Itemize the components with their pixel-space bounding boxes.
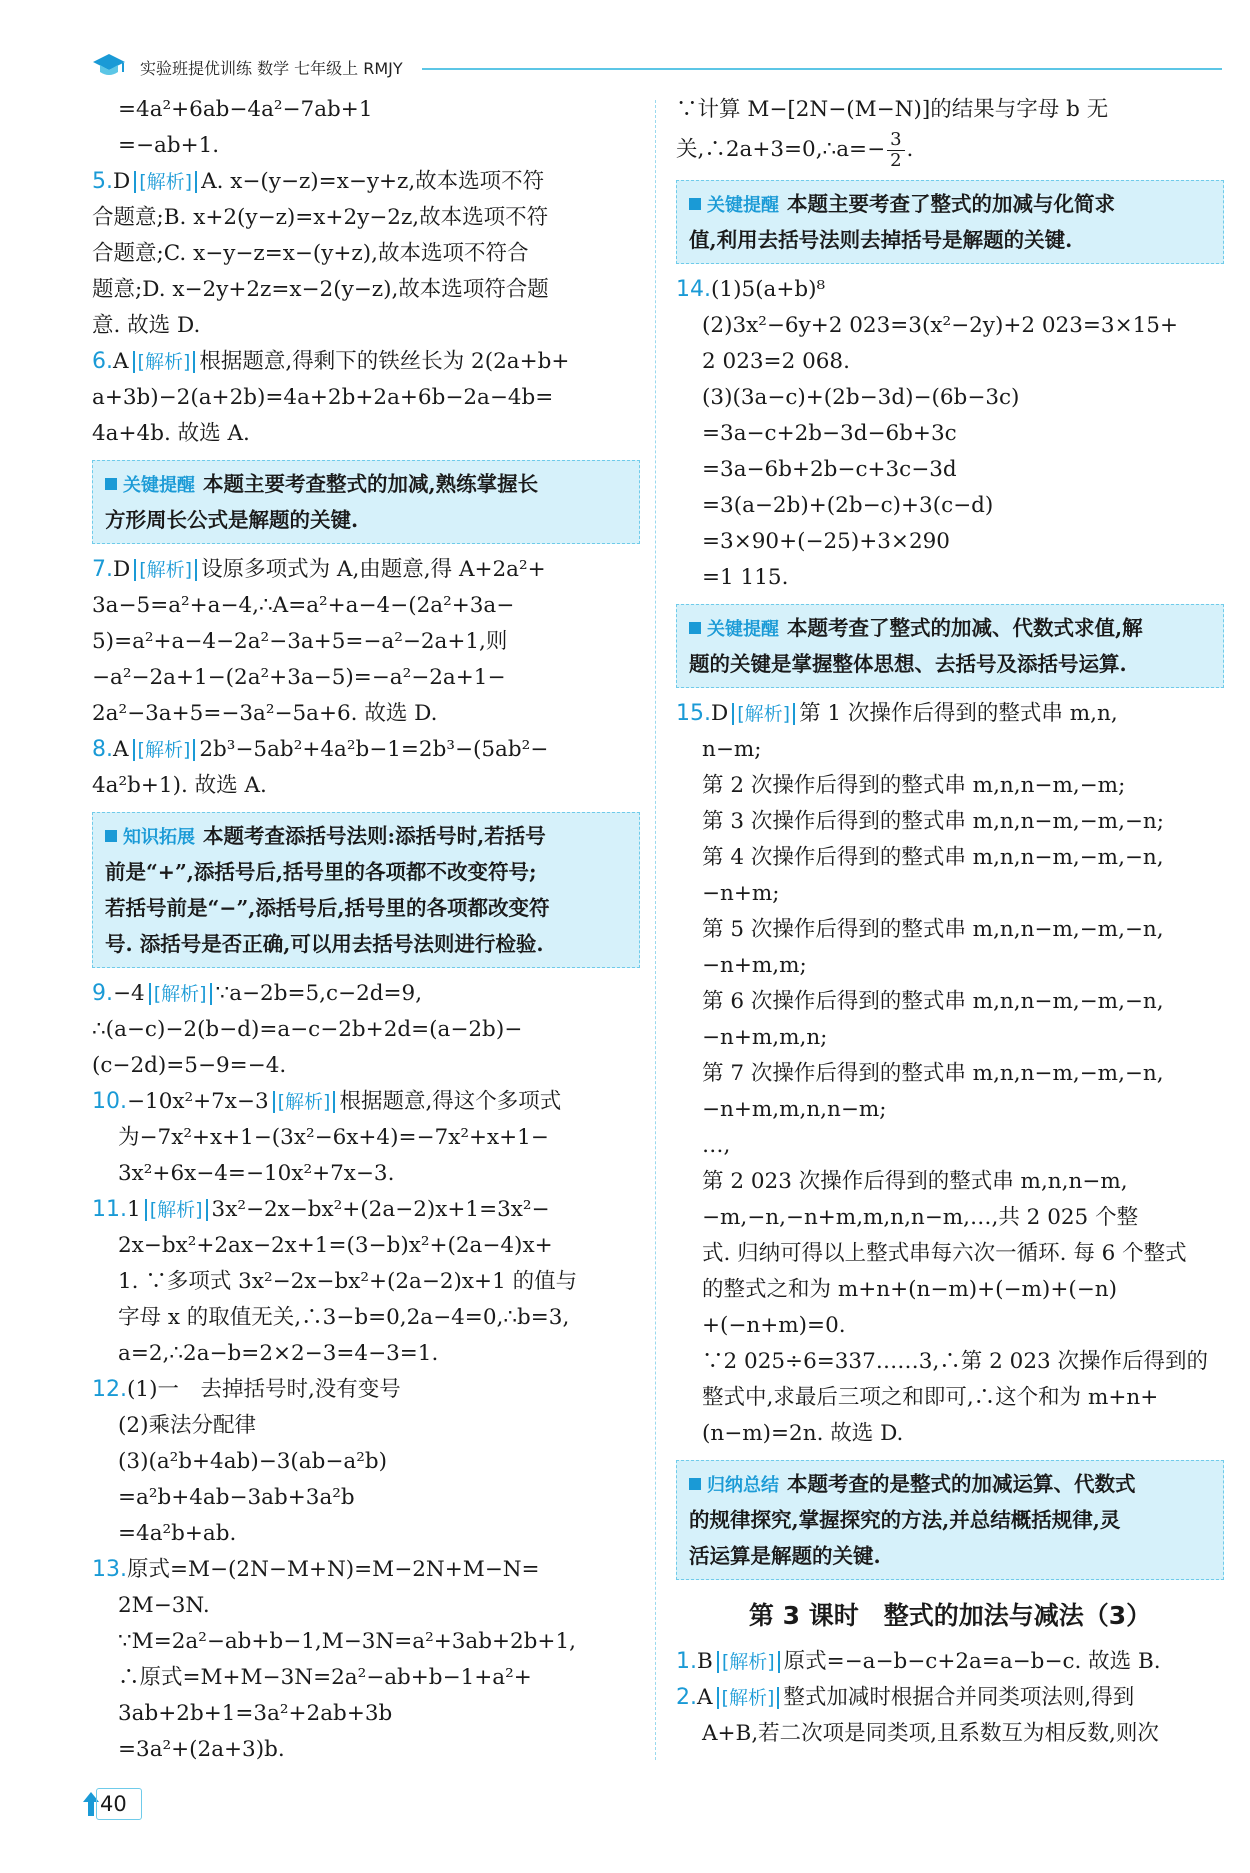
text-line: …, <box>702 1133 731 1158</box>
text-line: 原式=M−(2N−M+N)=M−2N+M−N= <box>127 1557 540 1582</box>
text-line: (3)(3a−c)+(2b−3d)−(6b−3c) <box>702 385 1020 410</box>
question-number: 8. <box>92 737 113 762</box>
tip-text: 本题主要考查了整式的加减与化简求 <box>787 192 1115 216</box>
text-line: 意. 故选 D. <box>92 313 201 338</box>
text-line: 根据题意,得剩下的铁丝长为 2(2a+b+ <box>199 349 570 374</box>
answer-choice: A <box>113 737 129 762</box>
text-line: (1)一 去掉括号时,没有变号 <box>127 1377 401 1402</box>
text-line: 第 2 次操作后得到的整式串 m,n,n−m,−m; <box>702 773 1126 798</box>
text-line: =3×90+(−25)+3×290 <box>702 529 950 554</box>
text-line: 第 6 次操作后得到的整式串 m,n,n−m,−m,−n, <box>702 989 1164 1014</box>
graduation-cap-icon <box>92 52 126 80</box>
text-line: ∵计算 M−[2N−(M−N)]的结果与字母 b 无 <box>676 97 1109 122</box>
answer-choice: 1 <box>127 1197 141 1222</box>
text-line: =−ab+1. <box>118 133 220 158</box>
text-line: 整式加减时根据合并同类项法则,得到 <box>783 1685 1135 1710</box>
text-line: ∴(a−c)−2(b−d)=a−c−2b+2d=(a−2b)− <box>92 1017 523 1042</box>
text-line: −n+m,m,n; <box>702 1025 828 1050</box>
page-header <box>92 48 1222 92</box>
text-line: 第 5 次操作后得到的整式串 m,n,n−m,−m,−n, <box>702 917 1164 942</box>
text-line: 第 1 次操作后得到的整式串 m,n, <box>799 701 1118 726</box>
text-line: 关,∴2a+3=0,∴a=− $\frac{3}{2}$ . <box>676 128 914 171</box>
text-line: 2x−bx²+2ax−2x+1=(3−b)x²+(2a−4)x+ <box>118 1233 553 1258</box>
text-line: 原式=−a−b−c+2a=a−b−c. 故选 B. <box>783 1649 1161 1674</box>
tip-text: 的规律探究,掌握探究的方法,并总结概括规律,灵 <box>689 1508 1121 1532</box>
answer-15 <box>676 696 1224 1452</box>
answer-14 <box>676 272 1224 596</box>
question-number: 13. <box>92 1557 127 1582</box>
text-line: 2 023=2 068. <box>702 349 850 374</box>
left-column <box>92 92 640 1768</box>
answer-7 <box>92 552 640 732</box>
tip-label: 关键提醒 <box>689 619 779 640</box>
text-line: −n+m,m,n,n−m; <box>702 1097 887 1122</box>
answer-12 <box>92 1372 640 1552</box>
text-line: 设原多项式为 A,由题意,得 A+2a²+ <box>201 557 546 582</box>
fraction-denominator: 2 <box>890 149 902 171</box>
tip-text: 值,利用去括号法则去掉括号是解题的关键. <box>689 228 1073 252</box>
tip-text: 活运算是解题的关键. <box>689 1544 881 1568</box>
tip-text: 本题考查添括号法则:添括号时,若括号 <box>203 824 546 848</box>
answer-choice: −4 <box>113 981 145 1006</box>
text-line: −n+m,m; <box>702 953 807 978</box>
answer-10 <box>92 1084 640 1192</box>
text-line: ∴原式=M+M−3N=2a²−ab+b−1+a²+ <box>118 1665 532 1690</box>
answer-9 <box>92 976 640 1084</box>
text-line: 3x²+6x−4=−10x²+7x−3. <box>118 1161 395 1186</box>
question-number: 10. <box>92 1089 127 1114</box>
answer-choice: −10x²+7x−3 <box>127 1089 269 1114</box>
question-number: 5. <box>92 169 113 194</box>
text-line: =3a−6b+2b−c+3c−3d <box>702 457 957 482</box>
text-line: 合题意;B. x+2(y−z)=x+2y−2z,故本选项不符 <box>92 205 549 230</box>
question-number: 1. <box>676 1649 697 1674</box>
text-line: −m,−n,−n+m,m,n,n−m,…,共 2 025 个整 <box>702 1205 1139 1230</box>
text-line: 第 4 次操作后得到的整式串 m,n,n−m,−m,−n, <box>702 845 1164 870</box>
fraction <box>887 130 904 171</box>
text-line: (c−2d)=5−9=−4. <box>92 1053 287 1078</box>
text-line: −n+m; <box>702 881 780 906</box>
tip-box <box>676 1460 1224 1580</box>
answer-choice: A <box>697 1685 713 1710</box>
answer-11 <box>92 1192 640 1372</box>
text-line: 式. 归纳可得以上整式串每六次一循环. 每 6 个整式 <box>702 1241 1187 1266</box>
text-line: 题意;D. x−2y+2z=x−2(y−z),故本选项符合题 <box>92 277 549 302</box>
answer-8 <box>92 732 640 804</box>
tip-text: 题的关键是掌握整体思想、去括号及添括号运算. <box>689 652 1127 676</box>
text-line: A+B,若二次项是同类项,且系数互为相反数,则次 <box>702 1721 1159 1746</box>
text-line: 整式中,求最后三项之和即可,∴这个和为 m+n+ <box>702 1385 1159 1410</box>
header-title: 实验班提优训练 数学 七年级上 RMJY <box>140 59 403 78</box>
text-line: (1)5(a+b)⁸ <box>711 277 826 302</box>
section-answer-1 <box>676 1644 1224 1680</box>
text-line: =1 115. <box>702 565 789 590</box>
tip-label: 关键提醒 <box>689 195 779 216</box>
text-line: ∵M=2a²−ab+b−1,M−3N=a²+3ab+2b+1, <box>118 1629 576 1654</box>
text-line: 的整式之和为 m+n+(n−m)+(−m)+(−n) <box>702 1277 1117 1302</box>
tip-box <box>92 812 640 968</box>
answer-choice: A <box>113 349 129 374</box>
tip-text: 本题考查的是整式的加减运算、代数式 <box>787 1472 1136 1496</box>
text-line: a=2,∴2a−b=2×2−3=4−3=1. <box>118 1341 439 1366</box>
text-line: 根据题意,得这个多项式 <box>339 1089 562 1114</box>
text-line: 2M−3N. <box>118 1593 210 1618</box>
text-line: 第 2 023 次操作后得到的整式串 m,n,n−m, <box>702 1169 1128 1194</box>
question-number: 9. <box>92 981 113 1006</box>
analysis-tag: [解析] <box>732 703 795 725</box>
question-number: 15. <box>676 701 711 726</box>
text-line: =a²b+4ab−3ab+3a²b <box>118 1485 355 1510</box>
analysis-tag: [解析] <box>133 739 196 761</box>
tip-text: 本题考查了整式的加减、代数式求值,解 <box>787 616 1143 640</box>
question-number: 12. <box>92 1377 127 1402</box>
question-number: 7. <box>92 557 113 582</box>
analysis-tag: [解析] <box>134 559 197 581</box>
text-line: 第 7 次操作后得到的整式串 m,n,n−m,−m,−n, <box>702 1061 1164 1086</box>
text-line: 为−7x²+x+1−(3x²−6x+4)=−7x²+x+1− <box>118 1125 549 1150</box>
page-number <box>82 1788 132 1822</box>
analysis-tag: [解析] <box>145 1199 208 1221</box>
tip-text: 前是“+”,添括号后,括号里的各项都不改变符号; <box>105 860 537 884</box>
tip-text: 若括号前是“−”,添括号后,括号里的各项都改变符 <box>105 896 550 920</box>
analysis-tag: [解析] <box>273 1091 336 1113</box>
answer-choice: D <box>113 169 131 194</box>
text-line: =3(a−2b)+(2b−c)+3(c−d) <box>702 493 994 518</box>
text-line: =4a²+6ab−4a²−7ab+1 <box>118 97 373 122</box>
text-line: 3x²−2x−bx²+(2a−2)x+1=3x²− <box>211 1197 550 1222</box>
question-number: 6. <box>92 349 113 374</box>
answer-choice: D <box>711 701 729 726</box>
section-answer-2 <box>676 1680 1224 1752</box>
answer-5 <box>92 164 640 344</box>
analysis-tag: [解析] <box>133 351 196 373</box>
text-line: +(−n+m)=0. <box>702 1313 846 1338</box>
tip-label: 归纳总结 <box>689 1475 779 1496</box>
question-number: 14. <box>676 277 711 302</box>
tip-label: 关键提醒 <box>105 475 195 496</box>
right-column <box>676 92 1224 1752</box>
text-line: 5)=a²+a−4−2a²−3a+5=−a²−2a+1,则 <box>92 629 508 654</box>
text-line: 2b³−5ab²+4a²b−1=2b³−(5ab²− <box>199 737 549 762</box>
tip-box <box>676 180 1224 264</box>
header-rule <box>422 68 1222 70</box>
tip-box <box>676 604 1224 688</box>
column-divider <box>655 100 656 1760</box>
text-line: ∵a−2b=5,c−2d=9, <box>215 981 423 1006</box>
text-line: 4a+4b. 故选 A. <box>92 421 250 446</box>
text-line: =4a²b+ab. <box>118 1521 237 1546</box>
text-line: 合题意;C. x−y−z=x−(y+z),故本选项不符合 <box>92 241 529 266</box>
text-line: (3)(a²b+4ab)−3(ab−a²b) <box>118 1449 387 1474</box>
text-line: 2a²−3a+5=−3a²−5a+6. 故选 D. <box>92 701 438 726</box>
text-line: =3a²+(2a+3)b. <box>118 1737 285 1762</box>
text-line: (2)乘法分配律 <box>118 1413 256 1438</box>
tip-label: 知识拓展 <box>105 827 195 848</box>
text-line: a+3b)−2(a+2b)=4a+2b+2a+6b−2a−4b= <box>92 385 554 410</box>
tip-text: 本题主要考查整式的加减,熟练掌握长 <box>203 472 539 496</box>
text-line: A. x−(y−z)=x−y+z,故本选项不符 <box>201 169 545 194</box>
analysis-tag: [解析] <box>149 983 212 1005</box>
text-line: 3a−5=a²+a−4,∴A=a²+a−4−(2a²+3a− <box>92 593 515 618</box>
text-line: ∵2 025÷6=337……3,∴第 2 023 次操作后得到的 <box>702 1349 1209 1374</box>
section-title: 第 3 课时 整式的加法与减法（3） <box>748 1601 1152 1630</box>
text-line: =3a−c+2b−3d−6b+3c <box>702 421 957 446</box>
text-line: 3ab+2b+1=3a²+2ab+3b <box>118 1701 393 1726</box>
analysis-tag: [解析] <box>717 1651 780 1673</box>
tip-box <box>92 460 640 544</box>
text-line: 字母 x 的取值无关,∴3−b=0,2a−4=0,∴b=3, <box>118 1305 570 1330</box>
text-line: (n−m)=2n. 故选 D. <box>702 1421 904 1446</box>
question-number: 11. <box>92 1197 127 1222</box>
tip-text: 号. 添括号是否正确,可以用去括号法则进行检验. <box>105 932 544 956</box>
page-number-text: 40 <box>100 1792 127 1816</box>
text-line: 第 3 次操作后得到的整式串 m,n,n−m,−m,−n; <box>702 809 1165 834</box>
answer-choice: B <box>697 1649 713 1674</box>
tip-text: 方形周长公式是解题的关键. <box>105 508 359 532</box>
answer-13 <box>92 1552 640 1768</box>
text-line: (2)3x²−6y+2 023=3(x²−2y)+2 023=3×15+ <box>702 313 1178 338</box>
text-line: 4a²b+1). 故选 A. <box>92 773 267 798</box>
text-line: n−m; <box>702 737 762 762</box>
question-number: 2. <box>676 1685 697 1710</box>
fraction-numerator: 3 <box>887 130 904 151</box>
text-line: 1. ∵多项式 3x²−2x−bx²+(2a−2)x+1 的值与 <box>118 1269 578 1294</box>
answer-choice: D <box>113 557 131 582</box>
text-span: 关,∴2a+3=0,∴a=− <box>676 137 886 162</box>
analysis-tag: [解析] <box>717 1687 780 1709</box>
analysis-tag: [解析] <box>134 171 197 193</box>
answer-6 <box>92 344 640 452</box>
text-line: −a²−2a+1−(2a²+3a−5)=−a²−2a+1− <box>92 665 506 690</box>
